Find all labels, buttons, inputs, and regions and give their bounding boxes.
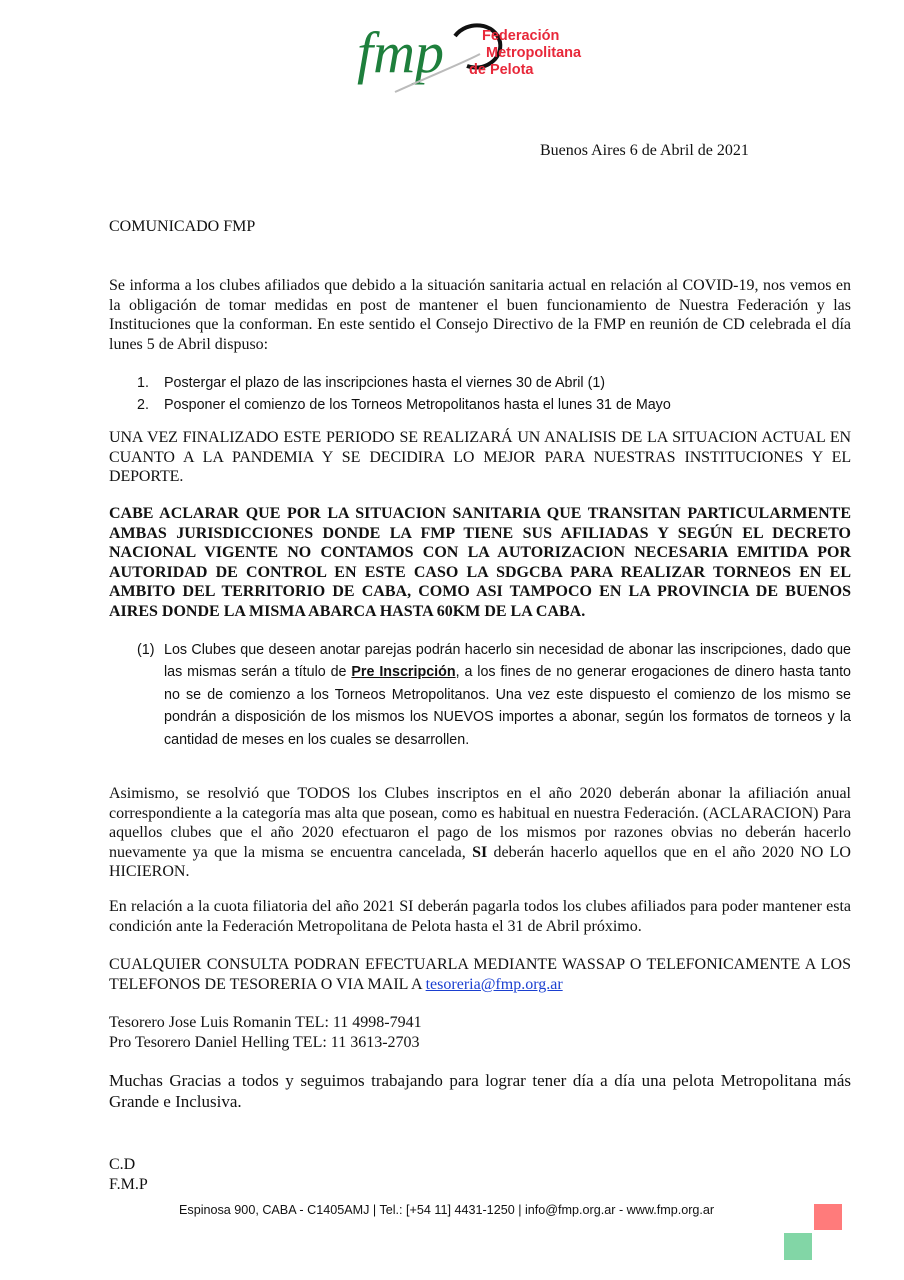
list-item-number: 1. bbox=[137, 375, 149, 391]
treasurer-line: Pro Tesorero Daniel Helling TEL: 11 3613-2703 bbox=[109, 1033, 420, 1051]
footer-contact: Espinosa 900, CABA - C1405AMJ | Tel.: [+54 11] 4431-1250 | info@fmp.org.ar - www.fmp.org.ar bbox=[179, 1203, 715, 1217]
analysis-paragraph: UNA VEZ FINALIZADO ESTE PERIODO SE REALIZARÁ UN ANALISIS DE LA SITUACION ACTUAL EN CUANTO A LA PANDEMIA Y SE DECIDIRA LO MEJOR PARA NUESTRAS INSTITUCIONES Y EL DEPORTE. bbox=[109, 429, 851, 485]
treasurers-block bbox=[109, 1013, 851, 1052]
contact-paragraph bbox=[109, 955, 851, 994]
list-item bbox=[137, 372, 671, 394]
decorative-green-square bbox=[784, 1233, 812, 1260]
fee-paragraph: En relación a la cuota filiatoria del año 2021 SI deberán pagarla todos los clubes afiliados para poder mantener esta condición ante la Federación Metropolitana de Pelota hasta el 31 de Abril próximo. bbox=[109, 898, 851, 935]
contact-text: CUALQUIER CONSULTA PODRAN EFECTUARLA MEDIANTE WASSAP O TELEFONICAMENTE A LOS TELEFONOS DE TESORERIA O VIA MAIL A bbox=[109, 956, 851, 993]
footnote-mark: (1) bbox=[137, 642, 155, 658]
signature bbox=[109, 1155, 148, 1195]
footnote bbox=[137, 639, 851, 751]
pre-inscripcion-emphasis: Pre Inscripción bbox=[351, 664, 456, 681]
logo-wordmark bbox=[469, 28, 582, 79]
affiliation-bold: SI bbox=[472, 843, 488, 861]
list-item-text: Posponer el comienzo de los Torneos Metropolitanos hasta el lunes 31 de Mayo bbox=[164, 397, 671, 413]
decorative-red-square bbox=[814, 1204, 842, 1230]
thanks-paragraph: Muchas Gracias a todos y seguimos trabajando para lograr tener día a día una pelota Metropolitana más Grande e Inclusiva. bbox=[109, 1071, 851, 1111]
signature-line: F.M.P bbox=[109, 1176, 148, 1193]
letter-heading: COMUNICADO FMP bbox=[109, 218, 256, 235]
footnote-text-after: , a los fines de no generar erogaciones de dinero hasta tanto no se de comienzo a los Torneos Metropolitanos. Una vez este dispuesto el comienzo de los mismo se pondrán a disposición de los mismos los NUEVOS importes a abonar, según los formatos de torneos y la cantidad de meses en los cuales se desarrollen. bbox=[164, 664, 852, 748]
treasurer-line: Tesorero Jose Luis Romanin TEL: 11 4998-7941 bbox=[109, 1014, 422, 1031]
logo-monogram-text: fmp bbox=[357, 20, 444, 85]
affiliation-paragraph bbox=[109, 784, 851, 882]
list-item-number: 2. bbox=[137, 397, 149, 413]
intro-paragraph: Se informa a los clubes afiliados que debido a la situación sanitaria actual en relación al COVID-19, nos vemos en la obligación de tomar medidas en post de mantener el buen funcionamiento de Nuestra Federación y las Instituciones que la conforman. En este sentido el Consejo Directivo de la FMP en reunión de CD celebrada el día lunes 5 de Abril dispuso: bbox=[109, 277, 851, 353]
list-item-text: Postergar el plazo de las inscripciones hasta el viernes 30 de Abril (1) bbox=[164, 375, 606, 391]
list-item bbox=[137, 394, 671, 416]
treasury-email-link[interactable]: tesoreria@fmp.org.ar bbox=[425, 975, 563, 993]
footnote-text-before: Los Clubes que deseen anotar parejas podrán hacerlo sin necesidad de abonar las inscripciones, dado que las mismas serán a título de bbox=[164, 642, 851, 681]
clarification-paragraph: CABE ACLARAR QUE POR LA SITUACION SANITARIA QUE TRANSITAN PARTICULARMENTE AMBAS JURISDICCIONES DONDE LA FMP TIENE SUS AFILIADAS Y SEGÚN EL DECRETO NACIONAL VIGENTE NO CONTAMOS CON LA AUTORIZACION NECESARIA EMITIDA POR AUTORIDAD DE CONTROL EN ESTE CASO LA SDGCBA PARA REALIZAR TORNEOS EN EL AMBITO DEL TERRITORIO DE CABA, COMO ASI TAMPOCO EN LA PROVINCIA DE BUENOS AIRES DONDE LA MISMA ABARCA HASTA 60KM DE LA CABA. bbox=[109, 505, 851, 620]
affiliation-text-after: deberán hacerlo aquellos que en el año 2020 NO LO HICIERON. bbox=[109, 843, 851, 880]
footnote-body bbox=[164, 639, 851, 751]
resolutions-list bbox=[137, 372, 671, 416]
logo-line-1: Federación bbox=[482, 28, 560, 44]
affiliation-text-before: Asimismo, se resolvió que TODOS los Clubes inscriptos en el año 2020 deberán abonar la afiliación anual correspondiente a la categoría mas alta que posean, como es habitual en nuestra Federación. (ACLARACION) Para aquellos clubes que el año 2020 efectuaron el pago de los mismos por razones obvias no deberán hacerlo nuevamente ya que la misma se encuentra cancelada, bbox=[109, 785, 851, 861]
letter-date: Buenos Aires 6 de Abril de 2021 bbox=[540, 142, 749, 159]
logo-line-2: Metropolitana bbox=[486, 45, 582, 61]
signature-line: C.D bbox=[109, 1156, 136, 1173]
logo-line-3: de Pelota bbox=[469, 62, 534, 78]
